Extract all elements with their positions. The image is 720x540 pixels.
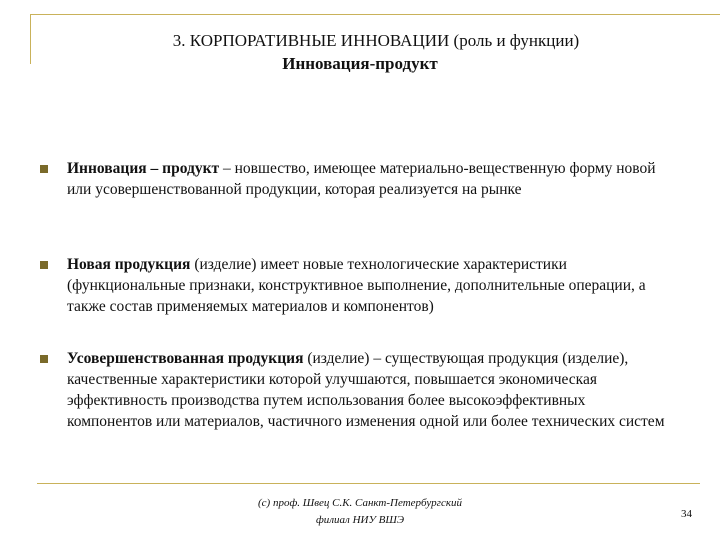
footer-credit [220, 495, 500, 529]
bullet-text [67, 158, 667, 200]
frame-bottom-line [37, 483, 700, 484]
bullet-text [67, 254, 667, 317]
slide-title: 3. КОРПОРАТИВНЫЕ ИННОВАЦИИ (роль и функции) [172, 31, 580, 50]
bullet-text [67, 348, 667, 432]
bullet-marker-icon [40, 261, 48, 269]
bullet-term: Усовершенствованная продукция [67, 350, 304, 367]
frame-top-line [30, 14, 720, 15]
bullet-term: Новая продукция [67, 256, 191, 273]
page-number: 34 [681, 508, 692, 520]
slide-subtitle: Инновация-продукт [282, 54, 438, 73]
bullet-marker-icon [40, 355, 48, 363]
bullet-description: (изделие) имеет новые технологические характеристики (функциональные признаки, конструктивное выполнение, дополнительные операции, а также состав применяемых материалов и компонентов) [67, 256, 646, 315]
bullet-description: – новшество, имеющее материально-вещественную форму новой или усовершенствованной продукции, которая реализуется на рынке [67, 160, 656, 198]
footer-line-1: (c) проф. Швец С.К. Санкт-Петербургский [258, 497, 462, 509]
bullet-description: (изделие) – существующая продукция (изделие), качественные характеристики которой улучшаются, повышается экономическая эффективность производства путем использования более высокоэффективных компонентов или материалов, частичного изменения одной или более технических систем [67, 350, 665, 430]
footer-line-2: филиал НИУ ВШЭ [315, 514, 405, 526]
bullet-term: Инновация – продукт [67, 160, 220, 177]
bullet-marker-icon [40, 165, 48, 173]
